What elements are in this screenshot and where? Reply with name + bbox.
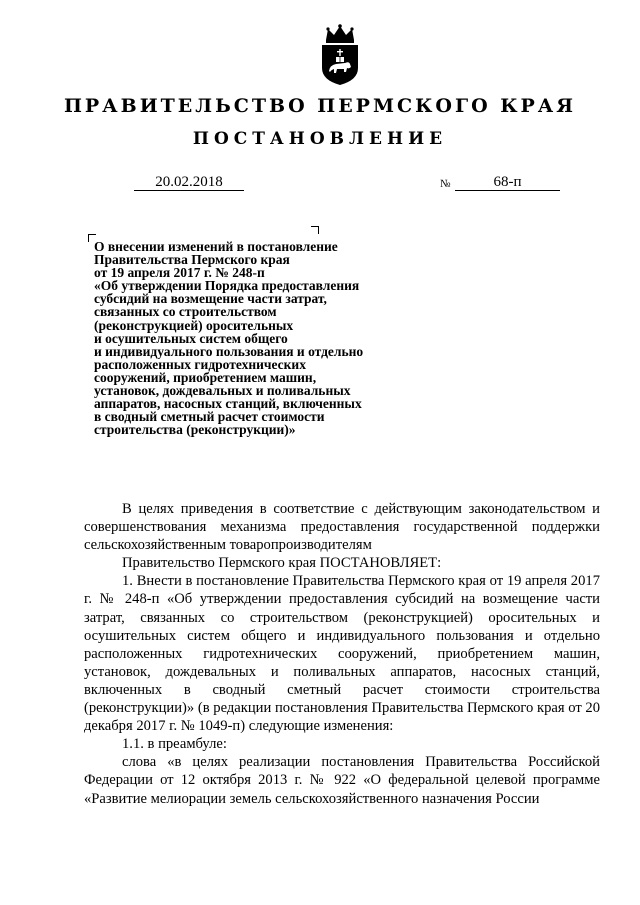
subject-line: связанных со строительством [94, 304, 277, 320]
subject-line: строительства (реконструкции)» [94, 422, 296, 438]
body-paragraph-words: слова «в целях реализации постановления Правительства Российской Федерации от 12 октября 2013 г. № 922 «О федеральной целевой программе «Развитие мелиорации земель сельскохозяйственного назначения России [84, 754, 600, 807]
document-body [84, 500, 600, 808]
coat-of-arms-icon [318, 24, 362, 86]
subject-line: и осушительных систем общего [94, 330, 288, 346]
subject-line: расположенных гидротехнических [94, 356, 306, 372]
document-date: 20.02.2018 [134, 174, 244, 191]
subject-line: О внесении изменений в постановление [94, 239, 338, 254]
body-paragraph-resolves: Правительство Пермского края ПОСТАНОВЛЯЕТ: [122, 555, 442, 572]
body-paragraph-item-1-1: 1.1. в преамбуле: [122, 736, 227, 753]
subject-bracket-right [311, 226, 319, 234]
subject-line: в сводный сметный расчет стоимости [94, 409, 325, 425]
body-paragraph-item-1: 1. Внести в постановление Правительства Пермского края от 19 апреля 2017 г. № 248-п «Об утверждении предоставления субсидий на возмещение части затрат, связанных со строительством (реконструкцией) оросительных и осушительных систем общего и индивидуального пользования и отдельно расположенных гидротехнических сооружений, приобретением машин, установок, дождевальных и поливальных аппаратов, насосных станций, включенных в сводный сметный расчет стоимости строительства (реконструкции)» (в редакции постановления Правительства Пермского края от 20 декабря 2017 г. № 1049-п) следующие изменения: [84, 573, 600, 735]
subject-line: аппаратов, насосных станций, включенных [94, 396, 362, 412]
document-number: 68-п [455, 174, 560, 191]
subject-line: от 19 апреля 2017 г. № 248-п [94, 265, 265, 281]
number-label: № [440, 178, 451, 190]
subject-line: сооружений, приобретением машин, [94, 369, 317, 385]
document-type: ПОСТАНОВЛЕНИЕ [192, 129, 448, 149]
subject-line: субсидий на возмещение части затрат, [94, 291, 327, 307]
subject-line: (реконструкцией) оросительных [94, 317, 294, 333]
subject-line: установок, дождевальных и поливальных [94, 383, 351, 399]
subject-line: Правительства Пермского края [94, 252, 290, 268]
body-paragraph-preamble: В целях приведения в соответствие с действующим законодательством и совершенствования механизма предоставления государственной поддержки сельскохозяйственным товаропроизводителям [84, 501, 600, 554]
subject-line: «Об утверждении Порядка предоставления [94, 278, 360, 294]
document-subject [94, 240, 424, 436]
subject-line: и индивидуального пользования и отдельно [94, 343, 364, 359]
government-title: ПРАВИТЕЛЬСТВО ПЕРМСКОГО КРАЯ [63, 95, 577, 117]
